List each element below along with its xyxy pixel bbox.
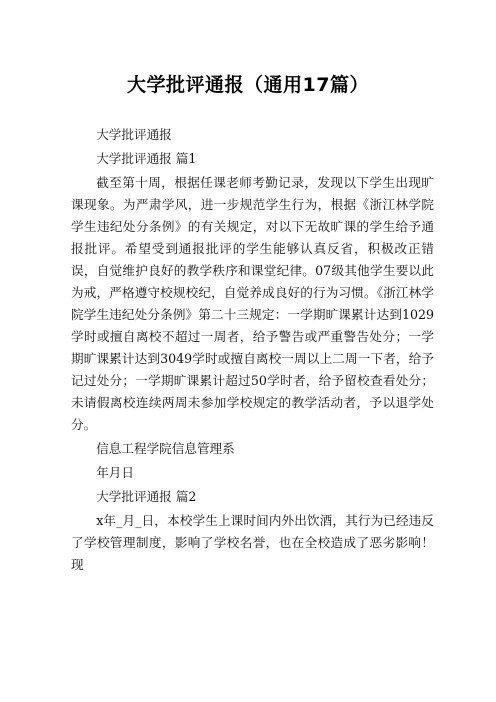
- article-heading-1: 大学批评通报 篇1: [96, 151, 197, 166]
- article-heading-2: 大学批评通报 篇2: [96, 489, 197, 504]
- signature-date: 年月日: [96, 465, 134, 480]
- document-title: 大学批评通报（通用17篇）: [127, 74, 369, 96]
- article-1-body: 截至第十周，根据任课老师考勤记录，发现以下学生出现旷课现象。为严肃学风，进一步规范学生行为，根据《浙江林学院学生违纪处分条例》的有关规定，对以下无故旷课的学生给予通报批评。希望受到通报批评的学生能够认真反省，积极改正错误，自觉维护良好的教学秩序和课堂纪律。07级其他学生要以此为戒，严格遵守校规校纪，自觉养成良好的行为习惯。《浙江林学院学生违纪处分条例》第二十三规定：一学期旷课累计达到1029学时或擅自离校不超过一周者，给予警告或严重警告处分；一学期旷课累计达到3049学时或擅自离校一周以上二周一下者，给予记过处分；一学期旷课累计超过50学时者，给予留校查看处分；未请假离校连续两周未参加学校规定的教学活动者，予以退学处分。: [71, 175, 434, 432]
- article-2-body: x年_月_日，本校学生上课时间内外出饮酒，其行为已经违反了学校管理制度，影响了学校名誉，也在全校造成了恶劣影响！现: [71, 513, 434, 572]
- signature-department: 信息工程学院信息管理系: [96, 441, 235, 456]
- document-body: [71, 124, 434, 576]
- section-heading: 大学批评通报: [96, 127, 172, 142]
